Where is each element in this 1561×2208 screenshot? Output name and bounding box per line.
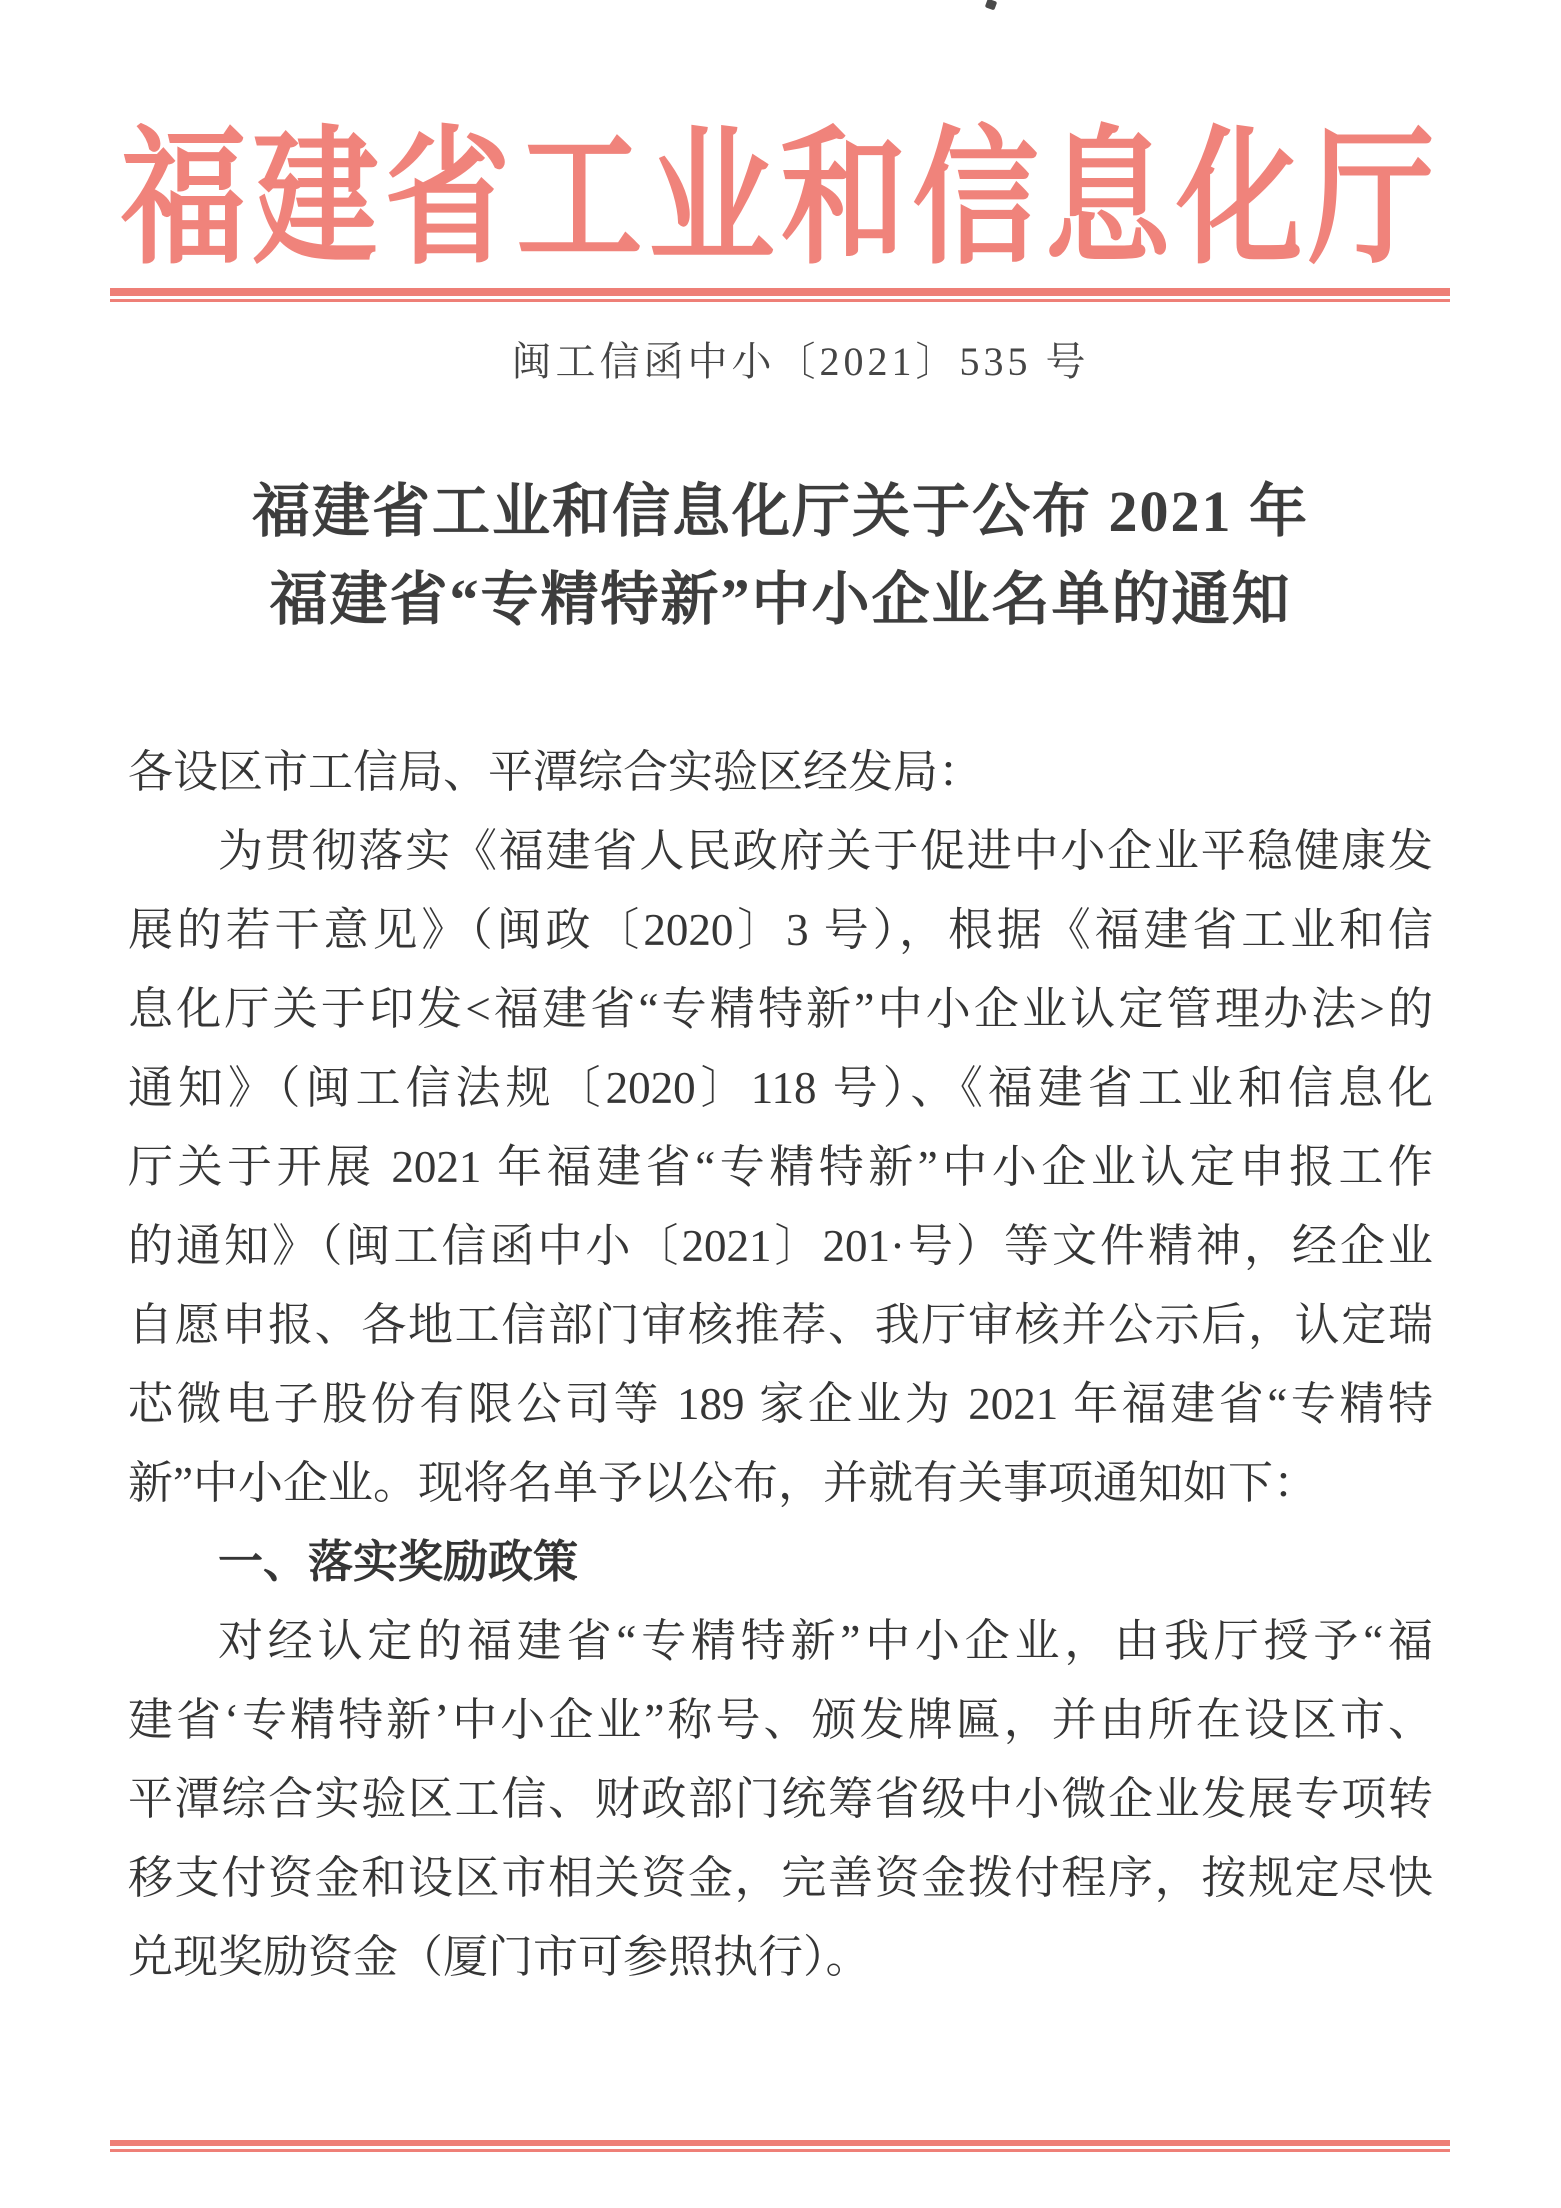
separator-thick-bar (110, 288, 1450, 296)
body-line: 自愿申报、各地工信部门审核推荐、我厅审核并公示后，认定瑞 (128, 1300, 1433, 1350)
separator-thin-bar (110, 299, 1450, 302)
document-body (128, 733, 1433, 1997)
letterhead-separator-line (110, 288, 1450, 302)
salutation: 各设区市工信局、平潭综合实验区经发局： (128, 747, 984, 797)
body-line: 厅关于开展 2021 年福建省“专精特新”中小企业认定申报工作 (128, 1142, 1433, 1192)
body-line: 对经认定的福建省“专精特新”中小企业，由我厅授予“福 (218, 1616, 1433, 1666)
section-heading: 一、落实奖励政策 (218, 1537, 579, 1587)
body-line: 芯微电子股份有限公司等 189 家企业为 2021 年福建省“专精特 (128, 1379, 1433, 1429)
body-line: 平潭综合实验区工信、财政部门统筹省级中小微企业发展专项转 (128, 1774, 1433, 1824)
body-line: 新”中小企业。现将名单予以公布，并就有关事项通知如下： (128, 1458, 1318, 1508)
body-line: 通知》（闽工信法规〔2020〕118 号）、《福建省工业和信息化 (128, 1063, 1433, 1113)
body-line: 息化厅关于印发<福建省“专精特新”中小企业认定管理办法>的 (128, 984, 1433, 1034)
body-line: 移支付资金和设区市相关资金，完善资金拨付程序，按规定尽快 (128, 1853, 1433, 1903)
body-line: 为贯彻落实《福建省人民政府关于促进中小企业平稳健康发 (218, 826, 1433, 876)
scan-artifact-mark (985, 0, 997, 10)
footer-thin-bar (110, 2149, 1450, 2152)
document-title (0, 468, 1561, 644)
document-title-line1: 福建省工业和信息化厅关于公布 2021 年 (251, 479, 1309, 544)
letterhead-title: 福建省工业和信息化厅 (120, 118, 1441, 283)
body-line: 建省‘专精特新’中小企业”称号、颁发牌匾，并由所在设区市、 (128, 1695, 1433, 1745)
body-line: 的通知》（闽工信函中小〔2021〕201·号）等文件精神，经企业 (128, 1221, 1433, 1271)
document-title-line2: 福建省“专精特新”中小企业名单的通知 (269, 567, 1292, 632)
body-line: 兑现奖励资金（厦门市可参照执行）。 (128, 1932, 871, 1982)
document-number: 闽工信函中小〔2021〕535 号 (511, 339, 1090, 384)
body-line: 展的若干意见》（闽政〔2020〕3 号），根据《福建省工业和信 (128, 905, 1433, 955)
page-footer-line (110, 2140, 1450, 2152)
